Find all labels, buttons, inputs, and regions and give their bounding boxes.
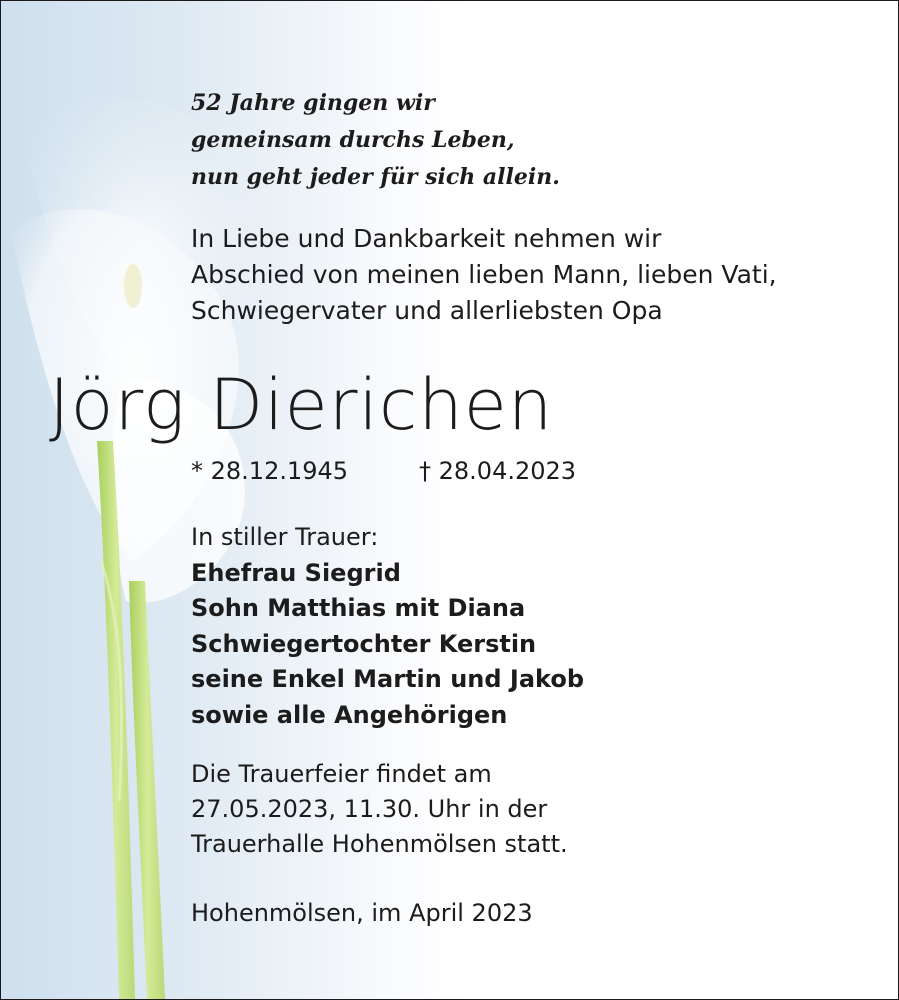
intro-line: Schwiegervater und allerliebsten Opa [191, 296, 663, 325]
intro-line: In Liebe und Dankbarkeit nehmen wir [191, 224, 662, 253]
death-date: † 28.04.2023 [419, 457, 577, 485]
mourners-heading: In stiller Trauer: [191, 523, 379, 551]
mourner-name: Ehefrau Siegrid [191, 558, 401, 587]
funeral-line: 27.05.2023, 11.30. Uhr in der [191, 795, 548, 823]
funeral-info [191, 757, 568, 862]
intro-text [191, 221, 777, 329]
funeral-line: Trauerhalle Hohenmölsen statt. [191, 830, 568, 858]
life-dates [191, 453, 576, 489]
quote-block [191, 85, 560, 196]
mourner-name: Schwiegertochter Kerstin [191, 629, 537, 658]
birth-date: * 28.12.1945 [191, 457, 349, 485]
quote-line: nun geht jeder für sich allein. [191, 164, 560, 190]
quote-line: 52 Jahre gingen wir [191, 90, 435, 116]
funeral-line: Die Trauerfeier findet am [191, 760, 492, 788]
place-and-date: Hohenmölsen, im April 2023 [191, 899, 533, 927]
mourners-block [191, 520, 584, 733]
deceased-name: Jörg Dierichen [49, 364, 554, 446]
mourner-name: sowie alle Angehörigen [191, 700, 508, 729]
mourner-name: Sohn Matthias mit Diana [191, 594, 526, 622]
mourner-name: seine Enkel Martin und Jakob [191, 665, 585, 693]
intro-line: Abschied von meinen lieben Mann, lieben Vati, [191, 260, 777, 289]
quote-line: gemeinsam durchs Leben, [191, 127, 515, 153]
